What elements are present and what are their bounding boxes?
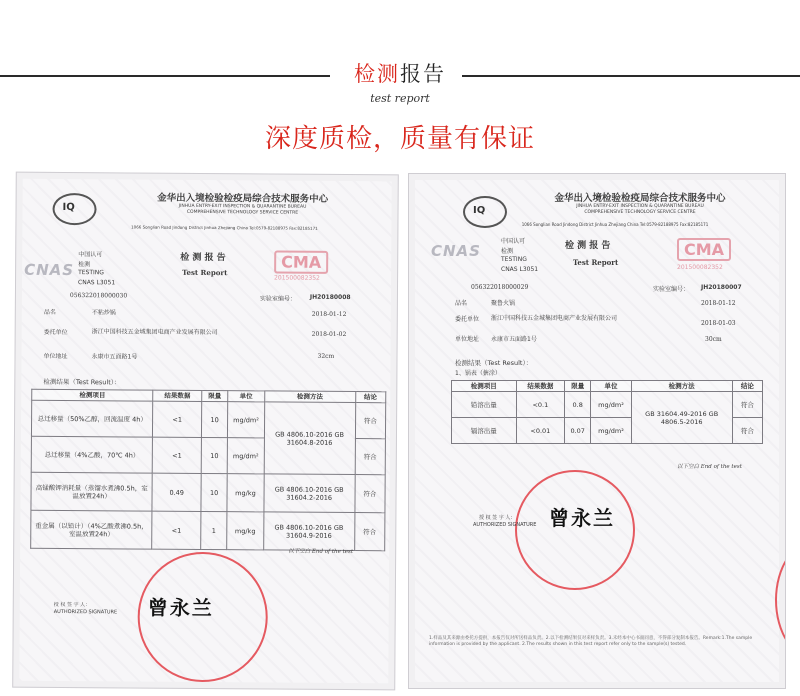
cma-mark: CMA bbox=[677, 238, 731, 261]
result-heading: 检测结果（Test Result）： bbox=[455, 359, 533, 367]
section-title-red: 检测 bbox=[354, 62, 400, 86]
cma-mark: CMA bbox=[274, 250, 328, 273]
report-card-right bbox=[408, 173, 786, 689]
section-title-black: 报告 bbox=[400, 62, 446, 86]
cell-limit: 10 bbox=[201, 474, 228, 512]
cell-unit: mg/dm² bbox=[228, 402, 265, 438]
lab-number: JH20180008 bbox=[309, 293, 351, 302]
accreditation-sub: 检测 bbox=[78, 261, 91, 269]
result-table bbox=[451, 380, 763, 444]
cell-method: GB 4806.10-2016 GB 31604.8-2016 bbox=[264, 402, 356, 475]
client-address: 永康市五面路1号 bbox=[491, 336, 537, 343]
org-address: 1066 Songlian Road Jindong District Jinhua Zhejiang China Tel:0579-82188975 Fax:82185171 bbox=[131, 224, 318, 231]
cnas-number: CNAS L3051 bbox=[501, 266, 539, 273]
lab-number-label: 实验室编号： bbox=[259, 295, 296, 303]
report-title-cn: 检 测 报 告 bbox=[565, 241, 611, 251]
sample-size: 30cm bbox=[705, 336, 722, 343]
sample-label: 品名 bbox=[455, 300, 468, 307]
cell-result: <0.01 bbox=[516, 418, 564, 444]
client-date: 2018-01-02 bbox=[311, 330, 347, 338]
table-row bbox=[452, 392, 763, 418]
col-header: 限量 bbox=[202, 390, 228, 401]
report-footer-notes: 1.样品及其来源由委托方提供，本报告仅对所送样品负责。2.以下检测结果仅对来样负责。3.未经本中心书面同意，不得部分复制本报告。Remark:1.The sample information is provided by the applicant. 2.The results shown in this test report refer only to the sample(s) tested. bbox=[429, 636, 753, 648]
cell-conclusion: 符合 bbox=[732, 392, 762, 418]
cell-limit: 0.07 bbox=[565, 418, 591, 444]
client-label: 委托单位 bbox=[43, 328, 68, 337]
org-english-2: COMPREHENSIVE TECHNOLOGY SERVICE CENTRE bbox=[584, 210, 696, 215]
cell-conclusion: 符合 bbox=[354, 513, 385, 551]
cell-conclusion: 符合 bbox=[355, 475, 386, 513]
signature: 曾永兰 bbox=[147, 595, 214, 621]
section-title bbox=[0, 58, 800, 88]
report-card-left bbox=[12, 172, 399, 691]
end-of-test-note: 以下空白 End of the test bbox=[677, 464, 742, 470]
sample-name: 聚鲁火锅 bbox=[491, 300, 516, 307]
client-label: 委托单位 bbox=[455, 316, 480, 323]
col-header: 结果数据 bbox=[516, 381, 564, 392]
cell-item: 总迁移量（50%乙醇，回流温度 4h） bbox=[31, 400, 153, 437]
authorized-signer-en: AUTHORIZED SIGNATURE bbox=[473, 522, 537, 528]
table-row bbox=[31, 400, 385, 438]
col-header: 结论 bbox=[732, 381, 762, 392]
cell-unit: mg/kg bbox=[227, 512, 264, 550]
cell-limit: 10 bbox=[201, 402, 228, 438]
col-header: 检测项目 bbox=[452, 381, 517, 392]
org-name: 金华出入境检验检疫局综合技术服务中心 bbox=[157, 192, 329, 205]
accreditation-cn: 中国认可 bbox=[78, 251, 103, 259]
result-heading: 检测结果（Test Result）： bbox=[43, 377, 121, 387]
table-row bbox=[31, 472, 385, 512]
cell-conclusion: 符合 bbox=[732, 418, 762, 444]
col-header: 结论 bbox=[355, 392, 385, 403]
client-date: 2018-01-03 bbox=[701, 320, 736, 327]
receive-date: 2018-01-12 bbox=[701, 300, 736, 307]
slogan: 深度质检，质量有保证 bbox=[264, 124, 535, 154]
accreditation-sub: 检测 bbox=[501, 248, 514, 255]
report-paper bbox=[415, 180, 779, 682]
cell-unit: mg/dm² bbox=[591, 418, 631, 444]
org-english-1: JINHUA ENTRY-EXIT INSPECTION & QUARANTINE BUREAU bbox=[576, 204, 704, 209]
cell-item: 总迁移量（4%乙酸，70℃ 4h） bbox=[31, 436, 153, 473]
section-subtitle: test report bbox=[370, 92, 430, 105]
table-header-row bbox=[452, 381, 763, 392]
cell-method: GB 31604.49-2016 GB 4806.5-2016 bbox=[631, 392, 732, 444]
cnas-mark: CNAS bbox=[24, 260, 75, 280]
cell-item: 重金属（以铅计）（4%乙酸煮沸0.5h，室温放置24h） bbox=[31, 510, 153, 549]
cell-method: GB 4806.10-2016 GB 31604.9-2016 bbox=[263, 512, 354, 551]
accreditation-cn: 中国认可 bbox=[501, 238, 526, 245]
signature: 曾永兰 bbox=[549, 506, 615, 530]
testing-label: TESTING bbox=[501, 256, 527, 263]
client-name: 浙江中国科技五金城集团电商产业发展有限公司 bbox=[491, 315, 618, 322]
cell-result: <1 bbox=[152, 511, 201, 549]
report-number: 056322018000029 bbox=[471, 284, 529, 291]
cma-number: 201500082352 bbox=[274, 274, 320, 282]
testing-label: TESTING bbox=[78, 269, 104, 277]
sample-size: 32cm bbox=[317, 352, 335, 360]
col-header: 单位 bbox=[591, 381, 631, 392]
report-title-en: Test Report bbox=[182, 267, 228, 278]
cell-conclusion: 符合 bbox=[355, 403, 386, 439]
col-header: 检测方法 bbox=[631, 381, 732, 392]
cnas-number: CNAS L3051 bbox=[78, 279, 116, 287]
cell-item: 镉溶出量 bbox=[452, 418, 517, 444]
authorized-signer-en: AUTHORIZED SIGNATURE bbox=[53, 608, 118, 616]
col-header: 单位 bbox=[228, 391, 264, 402]
sample-name: 不粘炒锅 bbox=[91, 309, 116, 317]
table-row bbox=[31, 510, 385, 550]
address-label: 单位地址 bbox=[43, 352, 68, 361]
red-seal-stamp-partial bbox=[775, 540, 786, 660]
cell-limit: 10 bbox=[201, 438, 228, 474]
cell-result: <1 bbox=[153, 401, 202, 437]
authorized-signer-cn: 授 权 签 字 人： bbox=[53, 601, 91, 609]
sample-label: 品名 bbox=[43, 308, 56, 316]
client-name: 浙江中国科技五金城集团电商产业发展有限公司 bbox=[91, 328, 218, 337]
authorized-signer-cn: 授 权 签 字 人： bbox=[479, 515, 516, 521]
cell-result: <0.1 bbox=[516, 392, 564, 418]
cnas-mark: CNAS bbox=[431, 242, 481, 260]
col-header: 检测项目 bbox=[32, 389, 153, 401]
report-title-cn: 检 测 报 告 bbox=[180, 252, 226, 264]
cell-result: 0.49 bbox=[152, 473, 201, 511]
org-english-1: JINHUA ENTRY-EXIT INSPECTION & QUARANTINE BUREAU bbox=[178, 203, 307, 210]
cell-item: 高锰酸钾消耗量（蒸馏水煮沸0.5h，室温放置24h） bbox=[31, 472, 153, 511]
end-of-test-note: 以下空白 End of the test bbox=[288, 548, 354, 556]
cell-unit: mg/dm² bbox=[227, 438, 264, 474]
iq-logo-icon: IQ bbox=[463, 196, 507, 228]
lab-number: JH20180007 bbox=[701, 284, 742, 291]
cell-unit: mg/dm² bbox=[591, 392, 631, 418]
result-subheading: 1、锅表（搪涂） bbox=[455, 370, 501, 377]
cell-item: 铅溶出量 bbox=[452, 392, 517, 418]
org-name: 金华出入境检验检疫局综合技术服务中心 bbox=[554, 193, 726, 204]
iq-logo-icon: IQ bbox=[52, 193, 96, 225]
col-header: 限量 bbox=[565, 381, 591, 392]
org-address: 1066 Songlian Road Jindong District Jinhua Zhejiang China Tel:0579-82188975 Fax:82185171 bbox=[521, 222, 709, 227]
lab-number-label: 实验室编号： bbox=[653, 286, 690, 293]
col-header: 检测方法 bbox=[264, 391, 355, 403]
report-paper bbox=[19, 179, 391, 684]
cell-method: GB 4806.10-2016 GB 31604.2-2016 bbox=[264, 474, 355, 513]
client-address: 永康市五面路1号 bbox=[91, 353, 138, 361]
report-title-en: Test Report bbox=[573, 258, 619, 267]
report-number: 056322018000030 bbox=[69, 292, 128, 300]
result-table bbox=[30, 389, 386, 552]
cell-unit: mg/kg bbox=[227, 474, 264, 512]
cell-limit: 0.8 bbox=[565, 392, 591, 418]
receive-date: 2018-01-12 bbox=[311, 310, 347, 318]
address-label: 单位地址 bbox=[455, 336, 480, 343]
col-header: 结果数据 bbox=[153, 390, 202, 401]
cell-conclusion: 符合 bbox=[355, 439, 386, 475]
cell-result: <1 bbox=[153, 437, 202, 473]
cell-limit: 1 bbox=[201, 512, 228, 550]
org-english-2: COMPREHENSIVE TECHNOLOGY SERVICE CENTRE bbox=[186, 209, 299, 216]
cma-number: 201500082352 bbox=[677, 264, 723, 271]
